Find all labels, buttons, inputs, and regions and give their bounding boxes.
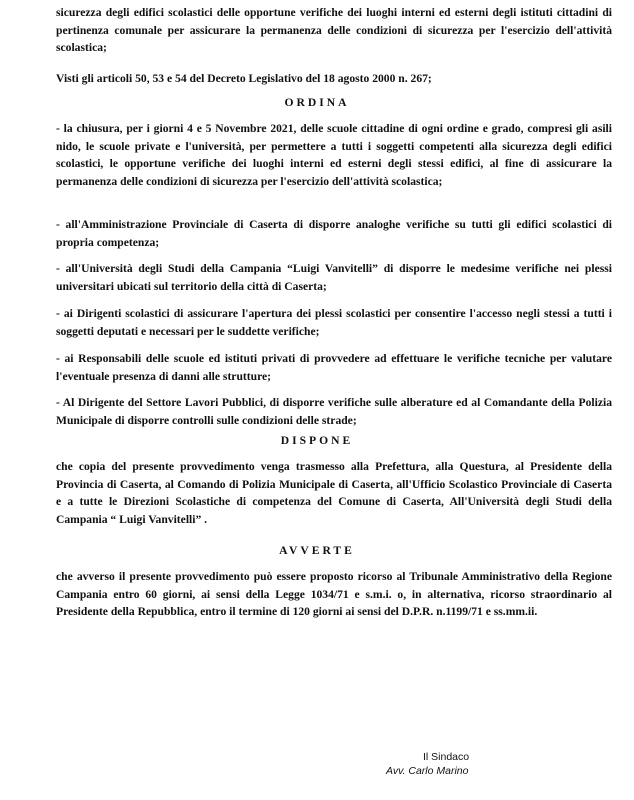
ordina-item: - la chiusura, per i giorni 4 e 5 Novembre 2021, delle scuole cittadine di ogni ordine e grado, compresi gli asili nido, le scuole private e l'università, per permettere a tutti i soggetti competenti alla sicurezza degli edifici scolastici, le opportune verifiche dei luoghi interni ed esterni degli stessi edifici, al fine di assicurare la permanenza delle condizioni di sicurezza per l'esercizio dell'attività scolastica; [56,122,612,188]
ordina-item: - Al Dirigente del Settore Lavori Pubblici, di disporre verifiche sulle alberature ed al Comandante della Polizia Municipale di disporre controlli sulle condizioni delle strade; [56,396,612,427]
signature-title: Il Sindaco [423,751,470,763]
dispone-heading: DISPONE [280,434,354,447]
dispone-paragraph: che copia del presente provvedimento venga trasmesso alla Prefettura, alla Questura, al Presidente della Provincia di Caserta, al Comando di Polizia Municipale di Caserta, all'Ufficio Scolastico Provinciale di Caserta e a tutte le Direzioni Scolastiche di competenza del Comune di Caserta, All'Università degli Studi della Campania “ Luigi Vanvitelli” . [56,460,612,526]
intro-paragraph: sicurezza degli edifici scolastici delle opportune verifiche dei luoghi interni ed esterni degli istituti cittadini di pertinenza comunale per assicurare la permanenza delle condizioni di sicurezza per l'esercizio dell'attività scolastica; [56,6,612,55]
ordina-item: - all'Amministrazione Provinciale di Caserta di disporre analoghe verifiche su tutti gli edifici scolastici di propria competenza; [56,218,612,249]
visti-paragraph: Visti gli articoli 50, 53 e 54 del Decreto Legislativo del 18 agosto 2000 n. 267; [56,72,432,85]
ordina-item: - ai Responsabili delle scuole ed istituti privati di provvedere ad effettuare le verifiche tecniche per valutare l'eventuale presenza di danni alle strutture; [56,352,612,383]
ordina-item: - all'Università degli Studi della Campania “Luigi Vanvitelli” di disporre le medesime verifiche nei plessi universitari ubicati sul territorio della città di Caserta; [56,262,612,293]
avverte-heading: AVVERTE [279,544,355,557]
ordina-item: - ai Dirigenti scolastici di assicurare l'apertura dei plessi scolastici per consentire l'accesso negli stessi a tutti i soggetti deputati e necessari per le suddette verifiche; [56,307,612,338]
signature-name: Avv. Carlo Marino [386,765,469,777]
signature-block [386,750,469,778]
avverte-paragraph: che avverso il presente provvedimento può essere proposto ricorso al Tribunale Amministrativo della Regione Campania entro 60 giorni, ai sensi della Legge 1034/71 e s.m.i. o, in alternativa, ricorso straordinario al Presidente della Repubblica, entro il termine di 120 giorni ai sensi del D.P.R. n.1199/71 e ss.mm.ii. [56,570,612,619]
ordina-heading: ORDINA [284,96,350,109]
